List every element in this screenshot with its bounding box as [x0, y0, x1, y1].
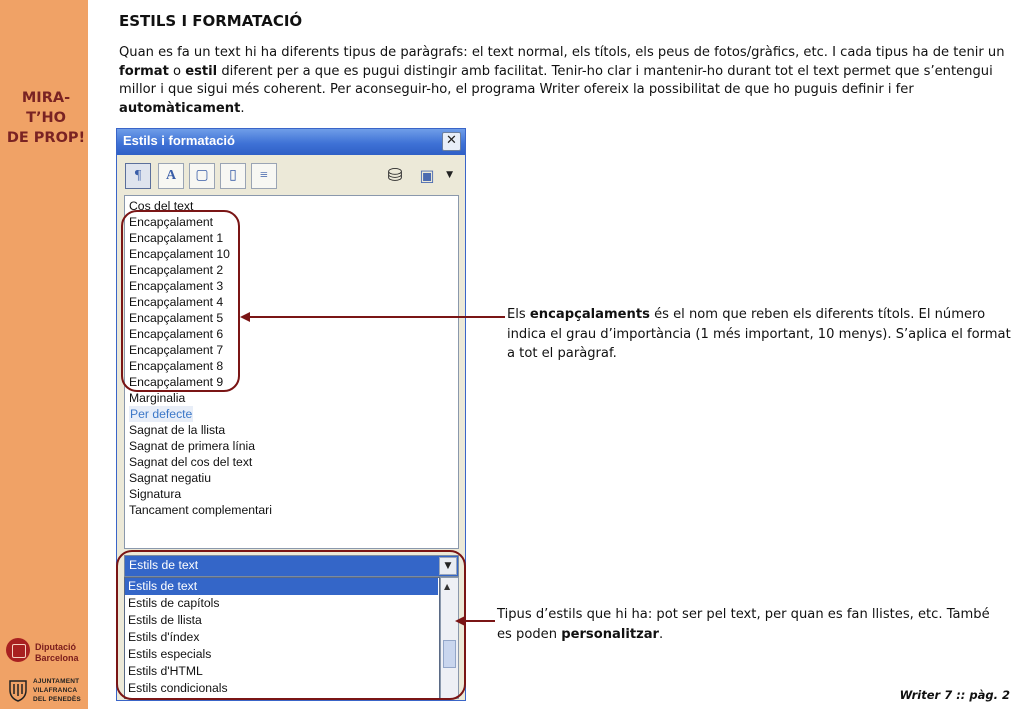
arrow-head-icon [455, 616, 465, 626]
dropdown-item[interactable]: Estils de capítols [128, 596, 220, 610]
list-item[interactable]: Encapçalament 6 [129, 327, 224, 341]
dropdown-item[interactable]: Estils especials [128, 647, 212, 661]
callout2-text-2: . [659, 626, 664, 642]
dialog-title: Estils i formatació [123, 133, 235, 148]
ajuntament-shield-icon [6, 678, 30, 702]
fill-format-icon[interactable]: ⛁ [387, 165, 403, 186]
list-item[interactable]: Encapçalament 5 [129, 311, 224, 325]
frame-styles-icon[interactable]: ▢ [189, 163, 215, 189]
page-heading: ESTILS I FORMATACIÓ [119, 12, 303, 30]
intro-text-4: . [240, 100, 245, 116]
callout1-text-2: és el nom que reben els diferents títols. El número indica el grau d’importància (1 més important, 10 menys). S’aplica el format a tot el paràgraf. [507, 307, 1011, 361]
list-item[interactable]: Marginalia [129, 391, 186, 405]
ajuntament-logo-line-2: VILAFRANCA [33, 687, 78, 694]
list-item[interactable]: Signatura [129, 487, 182, 501]
diputacio-logo [6, 636, 86, 666]
list-item[interactable]: Encapçalament 3 [129, 279, 224, 293]
diputacio-logo-line-2: Barcelona [35, 653, 79, 663]
style-types-callout [497, 605, 1007, 644]
style-types-highlight [116, 550, 466, 700]
page-styles-icon[interactable]: ▯ [220, 163, 246, 189]
close-button[interactable]: ✕ [442, 132, 461, 151]
intro-paragraph [119, 44, 1019, 118]
intro-text-2: o [168, 63, 186, 79]
list-item[interactable]: Tancament complementari [129, 503, 272, 517]
callout-arrow-1 [249, 316, 505, 318]
list-item[interactable]: Sagnat del cos del text [129, 455, 253, 469]
sidebar-title-line-2: T’HO [26, 110, 66, 126]
list-item[interactable]: Cos del text [129, 199, 194, 213]
dropdown-item[interactable]: Estils condicionals [128, 681, 228, 695]
list-item[interactable]: Encapçalament 4 [129, 295, 224, 309]
intro-text-1: Quan es fa un text hi ha diferents tipus de paràgrafs: el text normal, els títols, els peus de fotos/gràfics, etc. I cada tipus ha de tenir un [119, 45, 1005, 60]
intro-bold-automaticament: automàticament [119, 100, 241, 116]
new-style-icon[interactable]: ▣ [419, 166, 435, 185]
callout2-bold: personalitzar [561, 626, 660, 642]
list-item[interactable]: Sagnat negatiu [129, 471, 211, 485]
list-styles-icon[interactable]: ≡ [251, 163, 277, 189]
callout1-bold: encapçalaments [529, 307, 650, 322]
callout2-text-1: Tipus d’estils que hi ha: pot ser pel text, per quan es fan llistes, etc. També es poden [497, 607, 990, 642]
list-item[interactable]: Encapçalament 7 [129, 343, 224, 357]
ajuntament-logo [6, 676, 88, 708]
list-item[interactable]: Encapçalament 10 [129, 247, 230, 261]
list-item[interactable]: Encapçalament 8 [129, 359, 224, 373]
character-styles-icon[interactable]: A [158, 163, 184, 189]
sidebar-title-line-1: MIRA- [21, 90, 71, 106]
callout1-text-1: Els [507, 307, 530, 322]
diputacio-seal-icon [6, 638, 30, 662]
paragraph-styles-icon[interactable]: ¶ [125, 163, 151, 189]
callout-arrow-2 [463, 620, 495, 622]
sidebar-title-line-3: DE PROP! [6, 130, 86, 146]
dialog-toolbar [117, 157, 465, 195]
dropdown-item[interactable]: Estils d'índex [128, 630, 200, 644]
list-item[interactable]: Sagnat de primera línia [129, 439, 256, 453]
intro-bold-estil: estil [185, 63, 218, 79]
list-item[interactable]: Encapçalament 1 [129, 231, 224, 245]
style-category-value: Estils de text [129, 558, 199, 572]
list-item[interactable]: Encapçalament 2 [129, 263, 224, 277]
dropdown-item-selected[interactable]: Estils de text [125, 578, 438, 595]
list-item[interactable]: Sagnat de la llista [129, 423, 226, 437]
list-item-selected[interactable]: Per defecte [130, 407, 193, 421]
headings-callout [507, 305, 1017, 364]
diputacio-logo-line-1: Diputació [35, 642, 77, 652]
scroll-up-icon[interactable]: ▲ [444, 582, 451, 591]
sidebar-title [0, 88, 92, 148]
dialog-titlebar[interactable] [117, 129, 465, 155]
intro-bold-format: format [119, 63, 169, 79]
list-item[interactable]: Encapçalament [129, 215, 214, 229]
dropdown-item[interactable]: Estils d'HTML [128, 664, 203, 678]
chevron-down-icon[interactable]: ▼ [446, 170, 453, 180]
ajuntament-logo-line-1: AJUNTAMENT [33, 678, 80, 685]
dropdown-item[interactable]: Estils de llista [128, 613, 202, 627]
list-item[interactable]: Encapçalament 9 [129, 375, 224, 389]
page-footer: Writer 7 :: pàg. 2 [899, 688, 1010, 702]
intro-text-3: diferent per a que es pugui distingir amb facilitat. Tenir-ho clar i mantenir-ho durant tot el text permet que s’entengui millor i que sigui més coherent. Per aconseguir-ho, el programa Writer ofereix la possibilitat de que ho puguis definir i fer [119, 63, 993, 98]
chevron-down-icon[interactable]: ▼ [439, 557, 457, 575]
ajuntament-logo-line-3: DEL PENEDÈS [33, 696, 81, 703]
arrow-head-icon [240, 312, 250, 322]
headings-highlight [121, 210, 240, 392]
